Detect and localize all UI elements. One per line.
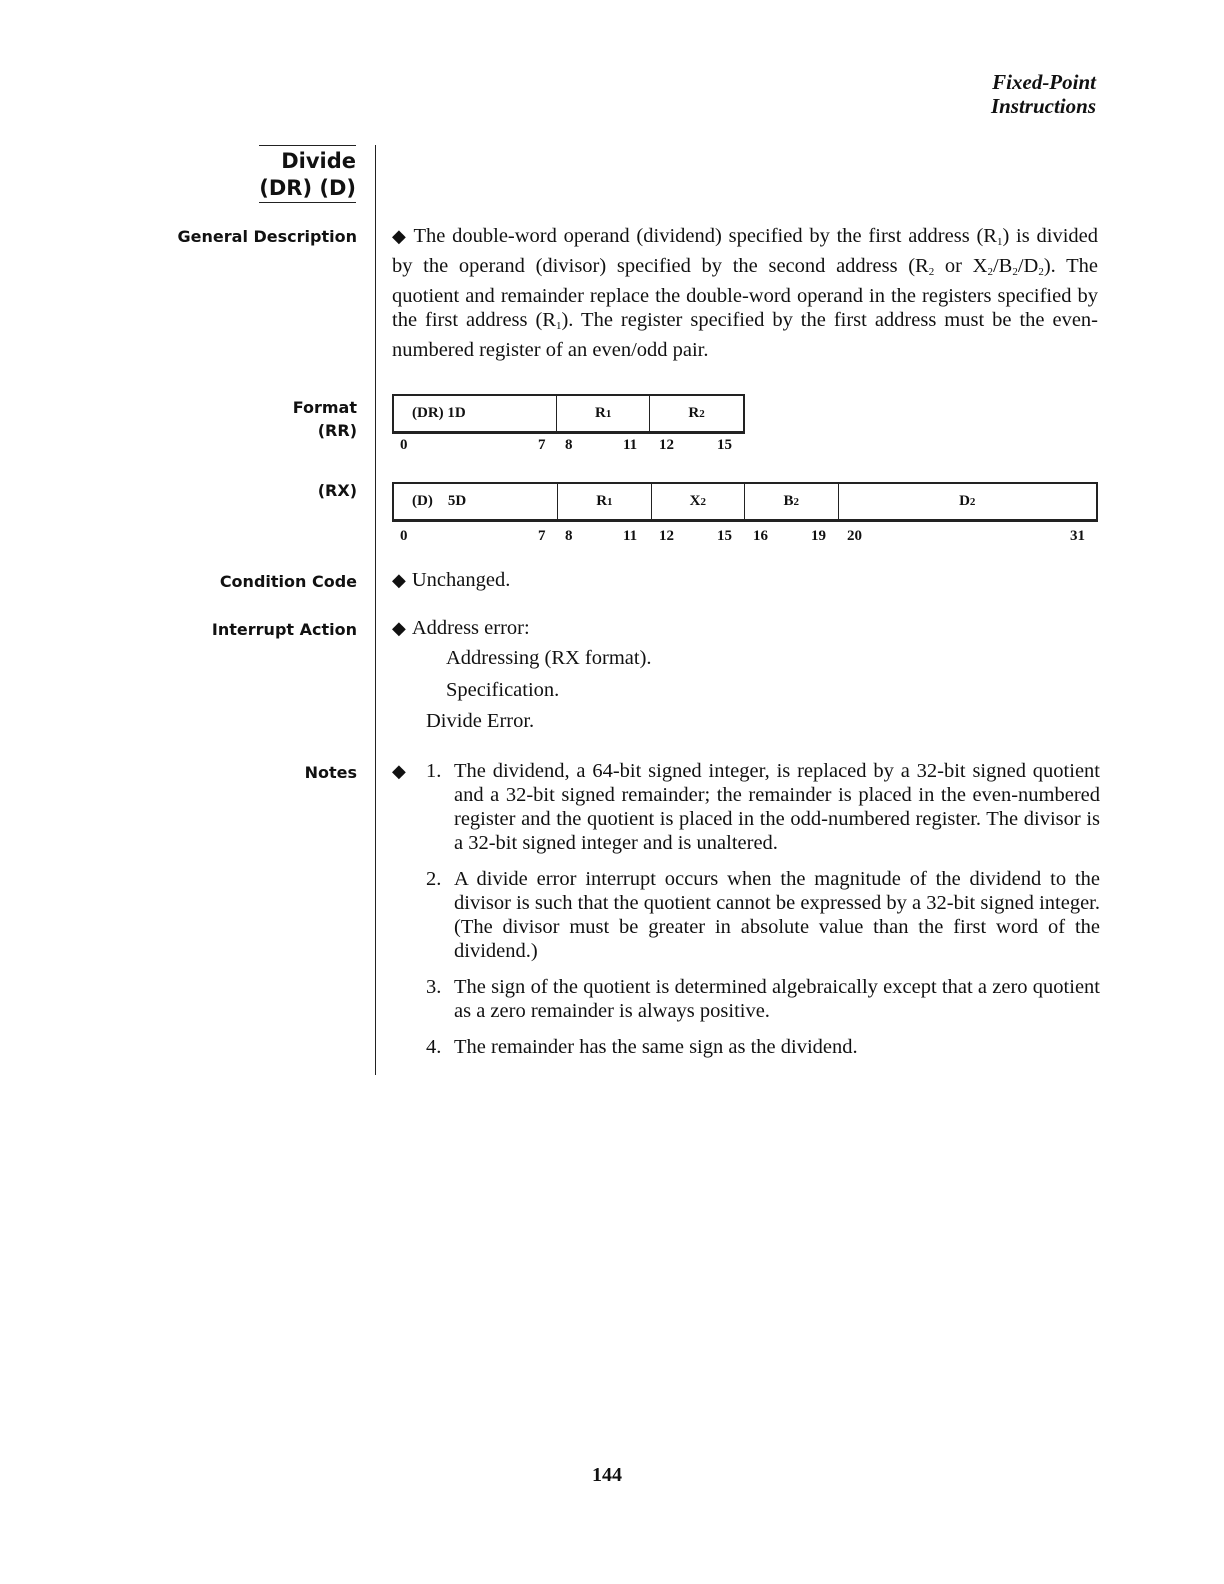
diamond-bullet-icon: ◆	[392, 570, 406, 591]
rr-bit: 11	[623, 437, 638, 453]
rr-bit: 8	[565, 437, 573, 453]
column-divider	[375, 145, 376, 1075]
condition-code-text: ◆ Unchanged.	[392, 569, 511, 591]
rx-field-x2: X 2	[652, 484, 745, 519]
rx-bit: 15	[717, 528, 732, 544]
rx-bit: 0	[400, 528, 408, 544]
note-number: 1.	[426, 760, 442, 782]
rx-field-d2: D 2	[959, 493, 976, 509]
page-number: 144	[592, 1464, 622, 1486]
rx-field-b2: B 2	[745, 484, 838, 519]
general-description: ◆ The double-word operand (dividend) specified by the first address $(R_1)$ is divided by the operand (divisor) specified by the second address ($R_2$ or $X_2/B_2/D_2$). The quotient and remainder replace the double-word operand in the registers specified by the first address $(R_1)$. The register specified by the first address must be the even-numbered register of an even/odd pair.	[392, 225, 1098, 361]
note-item	[392, 867, 1100, 963]
instruction-title	[259, 145, 356, 203]
note-item	[392, 759, 1100, 855]
note-item	[392, 1035, 1100, 1059]
rx-bit: 16	[753, 528, 768, 544]
label-condition-code: Condition Code	[219, 572, 357, 591]
rr-bit: 0	[400, 437, 408, 453]
rr-field-r2: R 2	[688, 405, 705, 421]
diamond-bullet-icon: ◆	[392, 226, 408, 247]
rx-bit: 20	[847, 528, 862, 544]
running-head-line1: Fixed-Point	[992, 70, 1096, 94]
diamond-bullet-icon: ◆	[392, 761, 406, 782]
rx-format-box	[392, 482, 1098, 522]
rx-bit: 31	[1070, 528, 1085, 544]
rx-field-opcode: (D) 5D	[394, 484, 558, 519]
label-format: Format	[292, 398, 357, 417]
interrupt-item: Divide Error.	[426, 710, 535, 732]
rr-bit-positions	[392, 437, 745, 455]
note-text: The sign of the quotient is determined algebraically except that a zero quotient as a zero remainder is always positive.	[454, 976, 1100, 1022]
interrupt-action-items	[446, 643, 652, 706]
rr-bit: 7	[538, 437, 546, 453]
note-text: A divide error interrupt occurs when the magnitude of the dividend to the divisor is such that the quotient cannot be expressed by a 32-bit signed integer. (The divisor must be greater in absolute value than the first word of the dividend.)	[454, 868, 1100, 962]
rx-field-r1: R 1	[558, 484, 651, 519]
interrupt-action-last	[426, 706, 534, 738]
running-head-line2: Instructions	[990, 94, 1096, 118]
note-item	[392, 975, 1100, 1023]
diamond-bullet-icon: ◆	[392, 618, 406, 639]
note-number: 4.	[426, 1036, 442, 1058]
rr-format-box	[392, 394, 745, 434]
interrupt-action-heading: ◆ Address error:	[392, 617, 530, 639]
running-head	[991, 70, 1096, 118]
rx-bit: 19	[811, 528, 826, 544]
rx-bit: 8	[565, 528, 573, 544]
label-general-description: General Description	[177, 227, 357, 246]
title-line2: (DR) (D)	[259, 175, 356, 203]
rr-field-r1: R 1	[557, 396, 650, 431]
rx-bit: 12	[659, 528, 674, 544]
rx-bit-positions	[392, 528, 1098, 546]
note-number: 3.	[426, 976, 442, 998]
interrupt-item: Specification.	[446, 678, 560, 701]
title-line1: Divide	[281, 149, 356, 173]
note-text: The dividend, a 64-bit signed integer, is replaced by a 32-bit signed quotient and a 32-bit signed remainder; the remainder is placed in the even-numbered register and the quotient is placed in the odd-numbered register. The divisor is a 32-bit signed integer and is unaltered.	[454, 760, 1100, 854]
rx-bit: 11	[623, 528, 638, 544]
note-number: 2.	[426, 868, 442, 890]
rr-bit: 12	[659, 437, 674, 453]
interrupt-item: Addressing (RX format).	[446, 647, 652, 669]
rr-bit: 15	[717, 437, 732, 453]
notes-list	[392, 759, 1100, 1071]
label-rr: (RR)	[317, 421, 357, 440]
label-rx: (RX)	[317, 481, 357, 500]
label-notes: Notes	[304, 763, 357, 782]
label-interrupt-action: Interrupt Action	[211, 620, 357, 639]
note-text: The remainder has the same sign as the dividend.	[454, 1036, 858, 1058]
rx-bit: 7	[538, 528, 546, 544]
rr-field-opcode: (DR) 1D	[394, 396, 557, 431]
